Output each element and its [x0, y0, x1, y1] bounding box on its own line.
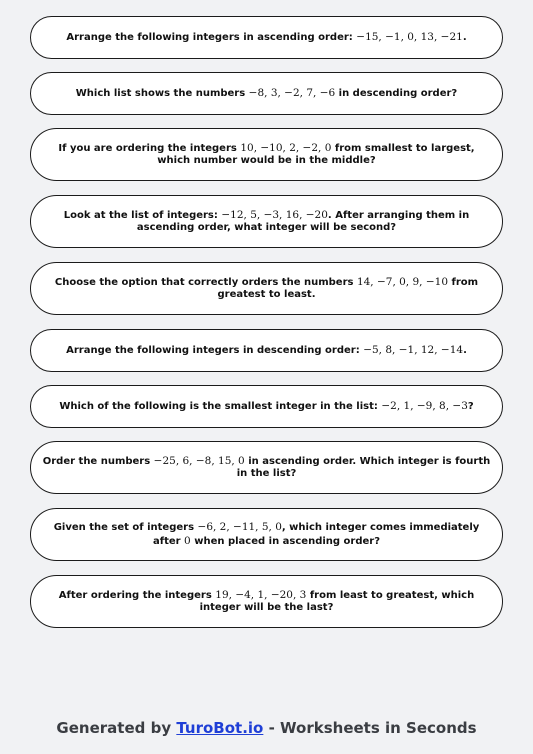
footer-suffix: - Worksheets in Seconds [263, 719, 477, 737]
question-text-part: Which list shows the numbers [75, 87, 249, 99]
footer [0, 719, 533, 737]
question-box [30, 441, 503, 494]
question-text [41, 521, 492, 548]
math-expression: 19, −4, 1, −20, 3 [215, 588, 307, 601]
question-text-part: . [463, 344, 467, 356]
question-text [66, 344, 467, 358]
question-text-part: . [462, 31, 467, 43]
question-text [66, 31, 466, 45]
question-box [30, 128, 503, 181]
question-text-part: Look at the list of integers: [63, 209, 222, 221]
question-text-part: If you are ordering the integers [58, 142, 241, 154]
question-text [41, 455, 492, 481]
question-text [41, 209, 492, 235]
question-text [59, 400, 473, 414]
question-text-part: ? [467, 400, 474, 412]
question-box [30, 16, 503, 59]
question-text-part: Given the set of integers [53, 522, 198, 533]
math-expression: −8, 3, −2, 7, −6 [248, 86, 336, 99]
question-text-part: Arrange the following integers in ascending order: [66, 31, 357, 43]
question-box [30, 262, 503, 315]
math-expression: 10, −10, 2, −2, 0 [240, 141, 332, 154]
question-text [41, 142, 492, 168]
question-text-part: Arrange the following integers in descending order: [66, 344, 364, 356]
turobot-link[interactable]: TuroBot.io [176, 719, 264, 737]
question-box [30, 385, 503, 428]
question-text-part: from least to greatest, which integer will be the last? [199, 589, 475, 613]
question-text-part: from smallest to largest, which number would be in the middle? [157, 142, 475, 166]
math-expression: −2, 1, −9, 8, −3 [381, 399, 468, 412]
question-box [30, 508, 503, 561]
question-text-part: when placed in ascending order? [190, 535, 381, 547]
question-text [41, 589, 492, 615]
question-text [41, 276, 492, 302]
question-text-part: Choose the option that correctly orders the numbers [54, 276, 357, 288]
question-text [76, 87, 457, 101]
math-expression: 14, −7, 0, 9, −10 [356, 275, 448, 288]
question-text-part: Which of the following is the smallest integer in the list: [59, 400, 382, 412]
math-expression: 0 [184, 534, 191, 547]
question-box [30, 329, 503, 372]
math-expression: −5, 8, −1, 12, −14 [363, 343, 464, 356]
question-text-part: Order the numbers [42, 455, 154, 467]
question-text-part: in ascending order. Which integer is fourth in the list? [236, 455, 491, 479]
question-text-part: After ordering the integers [58, 589, 216, 601]
math-expression: −25, 6, −8, 15, 0 [153, 454, 245, 467]
question-box [30, 195, 503, 248]
math-expression: −12, 5, −3, 16, −20 [221, 208, 328, 221]
question-list [30, 16, 503, 642]
question-text-part: in descending order? [335, 87, 458, 99]
footer-prefix: Generated by [56, 719, 177, 737]
math-expression: −6, 2, −11, 5, 0 [197, 521, 282, 533]
question-box [30, 575, 503, 628]
question-text-part: , which integer comes immediately after [152, 522, 480, 547]
question-text-part: from greatest to least. [217, 276, 479, 300]
question-text-part: . After arranging them in ascending order, what integer will be second? [136, 209, 470, 233]
question-box [30, 72, 503, 115]
math-expression: −15, −1, 0, 13, −21 [356, 30, 463, 43]
